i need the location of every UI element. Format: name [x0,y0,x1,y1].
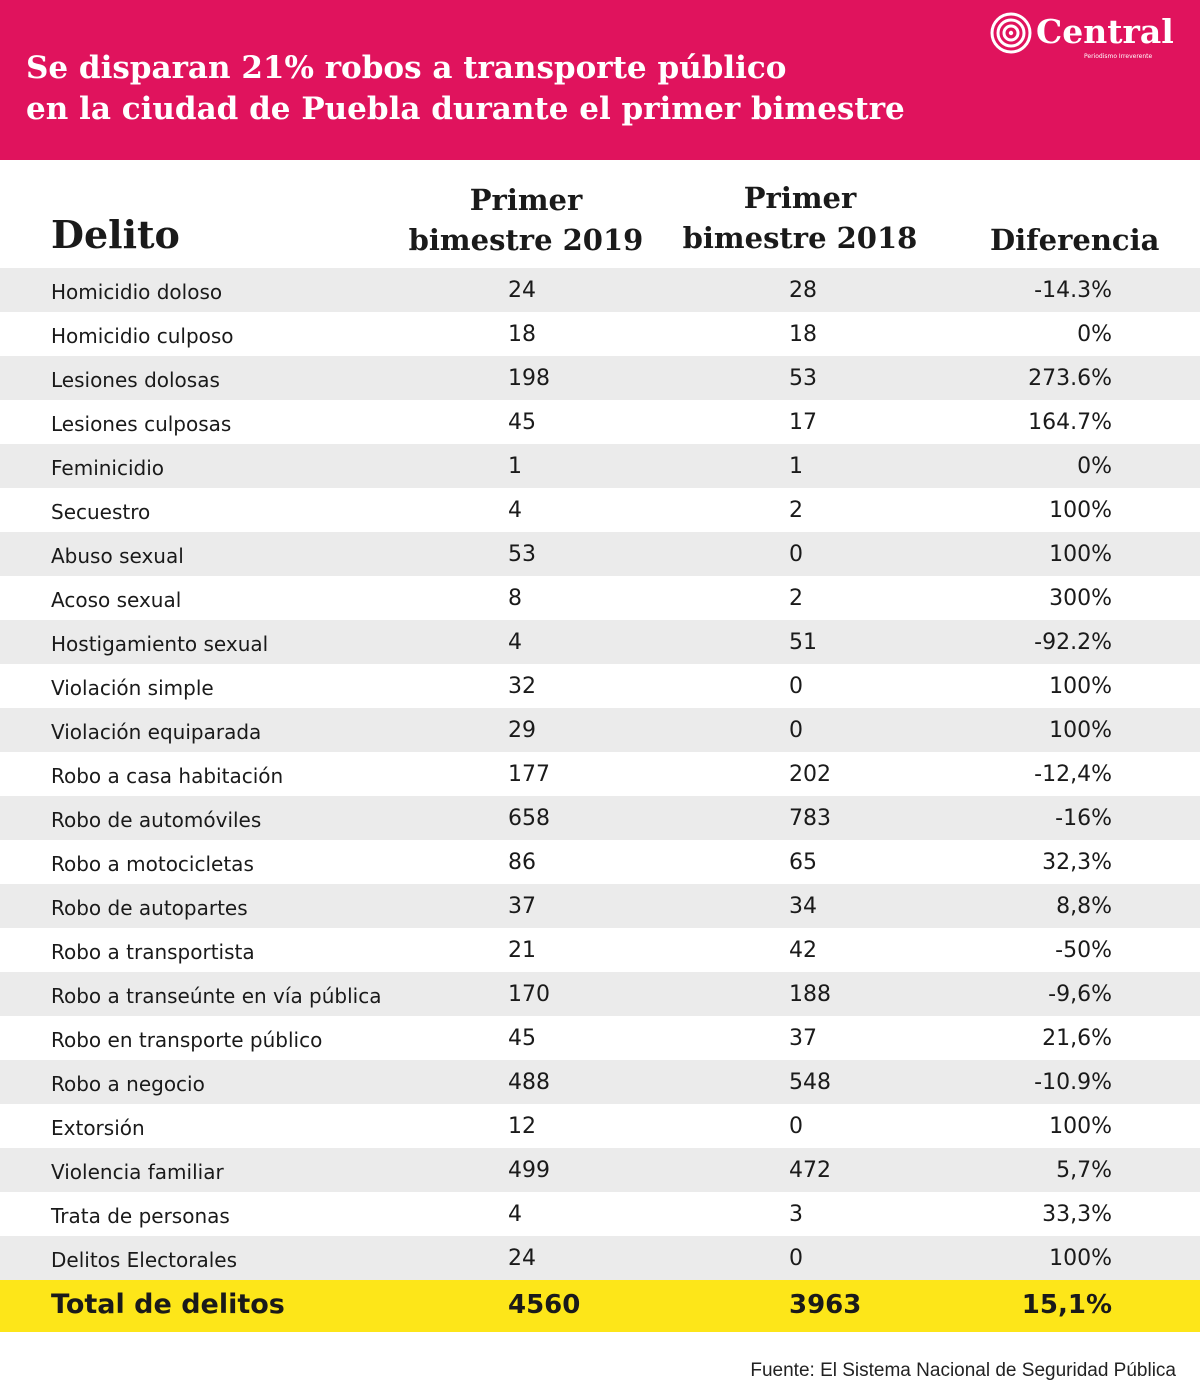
table-row [0,1104,1200,1148]
row-diferencia: 32,3% [1042,850,1112,875]
table-row [0,400,1200,444]
row-value-2018: 0 [789,1114,803,1139]
table-row [0,840,1200,884]
column-header-2018 [660,178,940,258]
row-value-2019: 21 [508,938,536,963]
total-2019: 4560 [508,1290,581,1320]
row-delito: Delitos Electorales [51,1248,238,1272]
table-row [0,268,1200,312]
source-note: Fuente: El Sistema Nacional de Seguridad Pública [750,1360,1176,1381]
row-diferencia: 100% [1049,718,1112,743]
total-label: Total de delitos [51,1289,285,1320]
row-value-2019: 45 [508,1026,536,1051]
total-diferencia: 15,1% [1021,1290,1112,1320]
row-diferencia: -9,6% [1048,982,1112,1007]
table-row [0,752,1200,796]
row-value-2018: 0 [789,674,803,699]
row-value-2018: 0 [789,542,803,567]
row-diferencia: -10.9% [1034,1070,1112,1095]
row-value-2019: 32 [508,674,536,699]
row-delito: Homicidio doloso [51,280,223,304]
row-value-2019: 177 [508,762,550,787]
table-row [0,620,1200,664]
row-value-2018: 2 [789,586,803,611]
concentric-circles-icon [990,12,1032,54]
row-diferencia: 100% [1049,1114,1112,1139]
row-diferencia: 8,8% [1056,894,1112,919]
row-value-2019: 170 [508,982,550,1007]
row-delito: Extorsión [51,1116,145,1140]
row-value-2019: 12 [508,1114,536,1139]
row-diferencia: 100% [1049,674,1112,699]
column-header-2018-line-2: bimestre 2018 [682,221,918,255]
row-value-2018: 202 [789,762,831,787]
row-value-2019: 198 [508,366,550,391]
row-delito: Acoso sexual [51,588,182,612]
table-row [0,1060,1200,1104]
row-value-2018: 1 [789,454,803,479]
column-header-2019 [386,180,666,260]
row-delito: Trata de personas [51,1204,230,1228]
row-delito: Violación simple [51,676,214,700]
column-header-delito: Delito [51,212,180,257]
page-title [26,48,905,130]
row-value-2019: 86 [508,850,536,875]
row-value-2018: 51 [789,630,817,655]
row-delito: Violencia familiar [51,1160,224,1184]
column-header-2018-line-1: Primer [743,181,857,215]
row-value-2019: 37 [508,894,536,919]
row-diferencia: 100% [1049,498,1112,523]
row-delito: Secuestro [51,500,151,524]
row-value-2019: 4 [508,498,522,523]
row-value-2019: 18 [508,322,536,347]
row-diferencia: 100% [1049,542,1112,567]
table-row [0,576,1200,620]
row-delito: Robo a motocicletas [51,852,254,876]
row-value-2018: 42 [789,938,817,963]
row-value-2019: 53 [508,542,536,567]
row-diferencia: 273.6% [1028,366,1112,391]
row-delito: Hostigamiento sexual [51,632,269,656]
row-diferencia: 33,3% [1042,1202,1112,1227]
row-delito: Feminicidio [51,456,165,480]
row-delito: Robo a negocio [51,1072,205,1096]
table-row [0,1236,1200,1280]
row-value-2018: 17 [789,410,817,435]
column-header-diferencia: Diferencia [990,223,1160,257]
row-delito: Robo de automóviles [51,808,262,832]
row-diferencia: 100% [1049,1246,1112,1271]
row-value-2018: 37 [789,1026,817,1051]
row-delito: Violación equiparada [51,720,262,744]
row-value-2018: 28 [789,278,817,303]
table-row [0,1148,1200,1192]
row-diferencia: -50% [1055,938,1112,963]
row-value-2018: 548 [789,1070,831,1095]
row-delito: Abuso sexual [51,544,184,568]
row-value-2018: 2 [789,498,803,523]
row-delito: Robo de autopartes [51,896,248,920]
row-value-2018: 65 [789,850,817,875]
row-value-2019: 29 [508,718,536,743]
table-row [0,1192,1200,1236]
row-value-2018: 0 [789,1246,803,1271]
row-delito: Robo a casa habitación [51,764,284,788]
table-row [0,972,1200,1016]
table-row [0,1016,1200,1060]
row-diferencia: 300% [1049,586,1112,611]
row-value-2019: 4 [508,1202,522,1227]
column-header-2019-line-1: Primer [469,183,583,217]
total-2018: 3963 [789,1290,862,1320]
page-title-line-2: en la ciudad de Puebla durante el primer bimestre [26,91,905,127]
row-diferencia: 21,6% [1042,1026,1112,1051]
table-row [0,532,1200,576]
row-diferencia: 5,7% [1056,1158,1112,1183]
row-delito: Robo a transportista [51,940,255,964]
logo-wordmark: Central [1036,12,1174,51]
table-row [0,664,1200,708]
row-delito: Robo en transporte público [51,1028,323,1052]
table-row [0,488,1200,532]
row-value-2019: 4 [508,630,522,655]
row-delito: Robo a transeúnte en vía pública [51,984,382,1008]
table-row [0,928,1200,972]
total-row [0,1280,1200,1332]
row-value-2018: 18 [789,322,817,347]
table-row [0,708,1200,752]
row-value-2018: 53 [789,366,817,391]
row-delito: Homicidio culposo [51,324,234,348]
row-value-2019: 488 [508,1070,550,1095]
row-value-2018: 34 [789,894,817,919]
row-diferencia: 0% [1077,322,1112,347]
table-row [0,356,1200,400]
table-row [0,312,1200,356]
table-row [0,796,1200,840]
row-value-2019: 24 [508,1246,536,1271]
row-value-2019: 658 [508,806,550,831]
crime-table-body [0,268,1200,1280]
row-diferencia: -92.2% [1034,630,1112,655]
row-value-2019: 1 [508,454,522,479]
row-diferencia: -16% [1055,806,1112,831]
row-value-2018: 3 [789,1202,803,1227]
row-diferencia: 0% [1077,454,1112,479]
row-value-2018: 472 [789,1158,831,1183]
row-value-2019: 24 [508,278,536,303]
header-banner [0,0,1200,160]
column-header-2019-line-2: bimestre 2019 [408,223,644,257]
row-value-2018: 0 [789,718,803,743]
row-value-2018: 188 [789,982,831,1007]
row-value-2018: 783 [789,806,831,831]
row-value-2019: 8 [508,586,522,611]
table-row [0,884,1200,928]
row-diferencia: 164.7% [1028,410,1112,435]
row-value-2019: 499 [508,1158,550,1183]
row-delito: Lesiones dolosas [51,368,220,392]
row-value-2019: 45 [508,410,536,435]
row-delito: Lesiones culposas [51,412,232,436]
row-diferencia: -14.3% [1034,278,1112,303]
table-row [0,444,1200,488]
page-title-line-1: Se disparan 21% robos a transporte público [26,50,787,86]
logo-tagline: Periodismo Irreverente [1084,53,1153,60]
central-logo [990,12,1180,58]
row-diferencia: -12,4% [1034,762,1112,787]
